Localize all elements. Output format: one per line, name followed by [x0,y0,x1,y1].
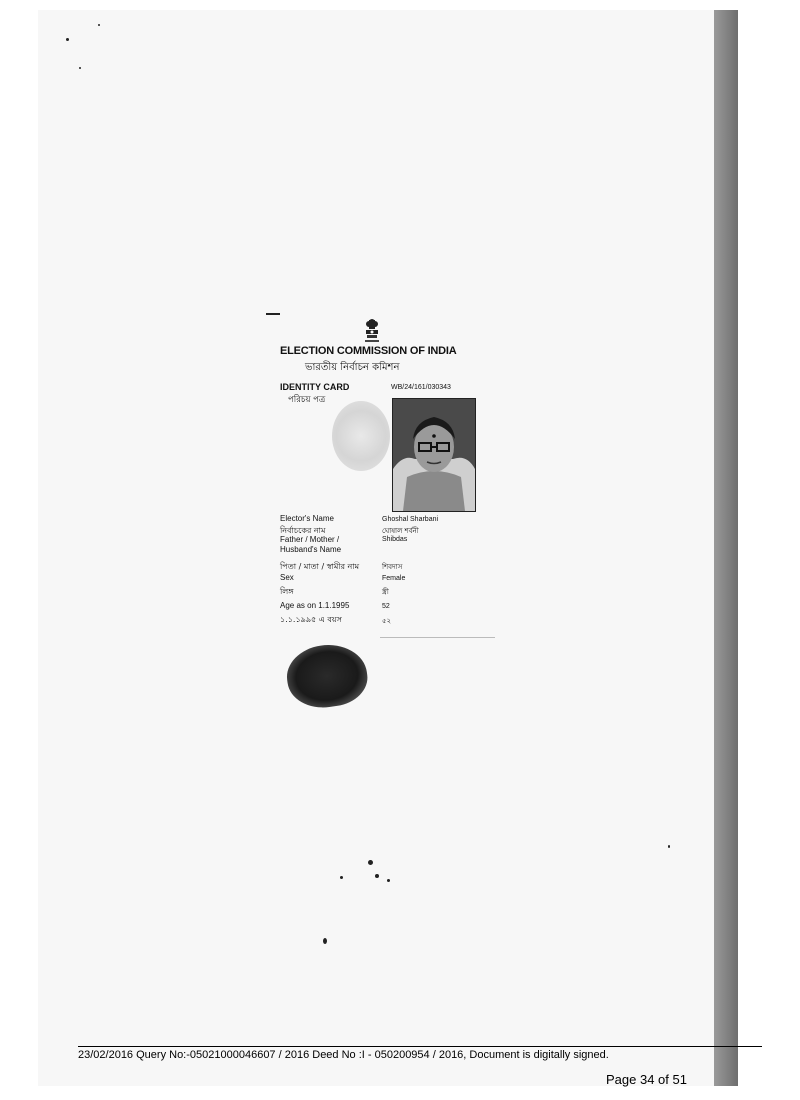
field-value: শিবদাস [382,563,403,571]
voter-identity-card [270,318,500,648]
field-value: 52 [382,603,390,610]
digital-signature-footer: 23/02/2016 Query No:-05021000046607 / 2016 Deed No :I - 050200954 / 2016, Document is digitally signed. [78,1049,609,1061]
field-label: Sex [280,573,294,582]
page-number: Page 34 of 51 [606,1072,687,1087]
field-value: ৫২ [382,617,392,625]
field-value: ঘোষাল শর্বনী [382,527,419,535]
scan-shadow-edge [714,10,738,1086]
scan-speck [66,38,69,41]
field-label: লিঙ্গ [280,587,294,596]
field-value: Shibdas [382,536,408,543]
footer-divider [78,1046,762,1047]
elector-photo [392,398,476,512]
field-label: পিতা / মাতা / স্বামীর নাম [280,562,360,571]
field-label: নির্বাচকের নাম [280,526,326,535]
scan-speck [323,938,327,944]
scan-speck [368,860,373,865]
card-heading-bengali: ভারতীয় নির্বাচন কমিশন [305,362,400,373]
national-emblem-icon [363,318,381,348]
field-label: ১.১.১৯৯৫ এ বয়স [280,615,342,624]
field-label: Father / Mother / [280,535,340,544]
card-rule [380,637,495,638]
field-value: Female [382,575,406,582]
field-label: Husband's Name [280,545,342,554]
field-value: স্ত্রী [382,588,389,596]
epic-number: WB/24/161/030343 [391,384,451,391]
scan-mark [266,313,280,315]
card-title: IDENTITY CARD [280,382,350,392]
field-value: Ghoshal Sharbani [382,516,439,523]
scan-speck [98,24,100,26]
field-label: Elector's Name [280,514,334,523]
scan-speck [79,67,81,69]
card-title-bengali: পরিচয় পত্র [288,395,326,405]
scan-speck [375,874,379,878]
card-heading: ELECTION COMMISSION OF INDIA [280,345,457,357]
scan-speck [387,879,390,882]
seal-stamp [332,401,390,471]
scan-speck [340,876,343,879]
scan-speck [668,845,670,848]
field-label: Age as on 1.1.1995 [280,601,350,610]
